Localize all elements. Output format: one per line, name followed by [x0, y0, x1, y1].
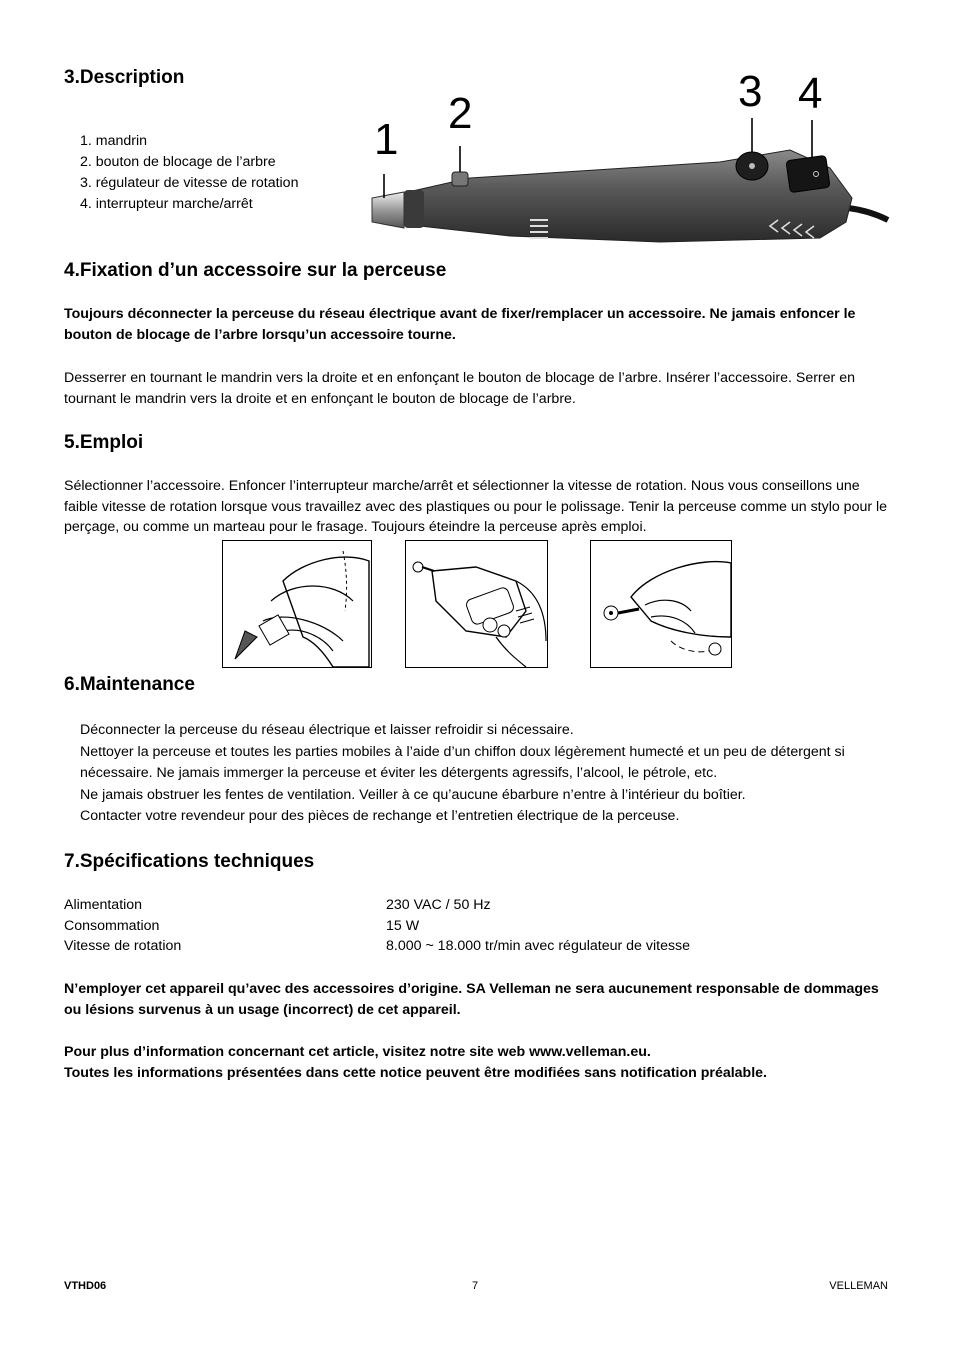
heading-fixation: 4.Fixation d’un accessoire sur la perceuse — [64, 260, 447, 281]
usage-illustration-grip-2 — [405, 540, 548, 668]
heading-specs: 7.Spécifications techniques — [64, 851, 315, 872]
spec-label: Vitesse de rotation — [64, 938, 182, 954]
heading-emploi: 5.Emploi — [64, 432, 144, 453]
specs-notice: N’employer cet appareil qu’avec des accessoires d’origine. SA Velleman ne sera aucunement responsable de dommages ou lésions survenus à un usage (incorrect) de cet appareil. — [64, 981, 879, 1018]
spec-row-speed — [64, 938, 884, 959]
callout-1: 1 — [374, 115, 399, 164]
fixation-warning: Toujours déconnecter la perceuse du réseau électrique avant de fixer/remplacer un accessoire. Ne jamais enfoncer le bouton de blocage de l’arbre lorsqu’un accessoire tourne. — [64, 306, 856, 343]
list-item: 3. régulateur de vitesse de rotation — [80, 175, 299, 191]
spec-label: Alimentation — [64, 897, 143, 913]
maintenance-line: Déconnecter la perceuse du réseau électrique et laisser refroidir si nécessaire. — [80, 722, 574, 738]
callout-2: 2 — [448, 89, 473, 138]
emploi-text: Sélectionner l’accessoire. Enfoncer l’interrupteur marche/arrêt et sélectionner la vitesse de rotation. Nous vous conseillons une faible vitesse de rotation lorsque vous travaillez avec des plastiques ou pour le polissage. Tenir la perceuse comme un stylo pour le perçage, ou comme un marteau pour le frasage. Toujours éteindre la perceuse après emploi. — [64, 478, 888, 535]
info-line-2: Toutes les informations présentées dans cette notice peuvent être modifiées sans notification préalable. — [64, 1065, 767, 1081]
callout-4: 4 — [798, 69, 823, 118]
heading-description: 3.Description — [64, 67, 185, 88]
heading-maintenance: 6.Maintenance — [64, 674, 195, 695]
maintenance-text — [80, 720, 890, 828]
info-line-1: Pour plus d’information concernant cet article, visitez notre site web www.velleman.eu. — [64, 1044, 651, 1060]
footer-brand: VELLEMAN — [829, 1280, 888, 1292]
list-item: 4. interrupteur marche/arrêt — [80, 196, 253, 212]
usage-illustration-grip-1 — [222, 540, 372, 668]
list-item: 2. bouton de blocage de l’arbre — [80, 154, 276, 170]
callout-3: 3 — [738, 67, 763, 116]
spec-row-power — [64, 897, 884, 918]
spec-value: 15 W — [386, 918, 420, 934]
list-item: 1. mandrin — [80, 133, 148, 149]
footer-page-number: 7 — [472, 1280, 479, 1292]
spec-value: 230 VAC / 50 Hz — [386, 897, 491, 913]
maintenance-line: Ne jamais obstruer les fentes de ventilation. Veiller à ce qu’aucune ébarbure n’entre à l’intérieur du boîtier. — [80, 786, 746, 803]
spec-value: 8.000 ~ 18.000 tr/min avec régulateur de vitesse — [386, 938, 691, 954]
footer-model: VTHD06 — [64, 1280, 107, 1292]
description-list — [80, 131, 298, 215]
spec-row-consumption — [64, 918, 884, 939]
fixation-text: Desserrer en tournant le mandrin vers la droite et en enfonçant le bouton de blocage de l’arbre. Insérer l’accessoire. Serrer en tournant le mandrin vers la droite et en enfonçant le bouton de blocage de l’arbre. — [64, 370, 855, 407]
usage-illustration-grip-3 — [590, 540, 732, 668]
maintenance-line: Nettoyer la perceuse et toutes les parties mobiles à l’aide d’un chiffon doux légèrement humecté et un peu de détergent si nécessaire. Ne jamais immerger la perceuse et éviter les détergents agressifs, l’alcool, le pétrole, etc. — [80, 743, 845, 781]
maintenance-line: Contacter votre revendeur pour des pièces de rechange et l’entretien électrique de la perceuse. — [80, 808, 680, 824]
spec-label: Consommation — [64, 918, 160, 934]
